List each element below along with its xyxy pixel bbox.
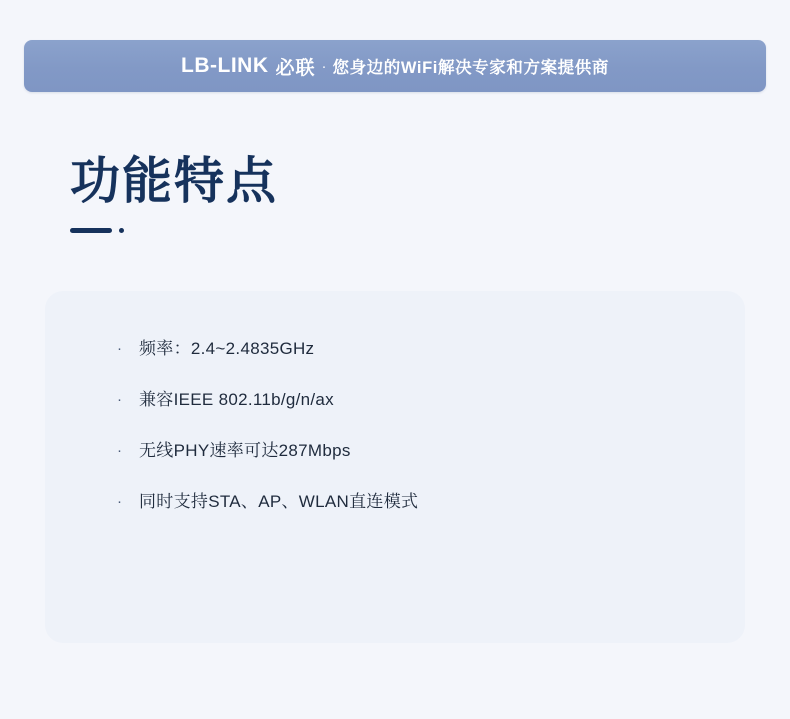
underline-dot-icon	[119, 228, 124, 233]
bullet-icon: ·	[117, 442, 122, 459]
list-item	[45, 476, 745, 527]
bullet-icon: ·	[117, 340, 122, 357]
underline-bar-icon	[70, 228, 112, 233]
heading-underline-decoration	[70, 228, 278, 233]
list-item	[45, 323, 745, 374]
section-heading-block	[70, 153, 278, 233]
page-title: 功能特点	[70, 153, 278, 209]
feature-list	[45, 323, 745, 527]
feature-text: 无线PHY速率可达287Mbps	[139, 441, 351, 460]
list-item	[45, 374, 745, 425]
brand-banner-content	[181, 53, 609, 80]
feature-text: 兼容IEEE 802.11b/g/n/ax	[139, 390, 334, 409]
bullet-icon: ·	[117, 391, 122, 408]
feature-text: 频率：2.4~2.4835GHz	[139, 339, 315, 358]
brand-slogan: 您身边的WiFi解决专家和方案提供商	[332, 59, 609, 77]
feature-card	[45, 291, 745, 643]
bullet-icon: ·	[117, 493, 122, 510]
brand-name-cn: 必联	[275, 57, 316, 79]
brand-banner	[24, 40, 766, 92]
list-item	[45, 425, 745, 476]
feature-text: 同时支持STA、AP、WLAN直连模式	[139, 492, 419, 511]
brand-logo: LB-LINK	[181, 54, 269, 77]
brand-separator-dot: ·	[321, 57, 327, 75]
